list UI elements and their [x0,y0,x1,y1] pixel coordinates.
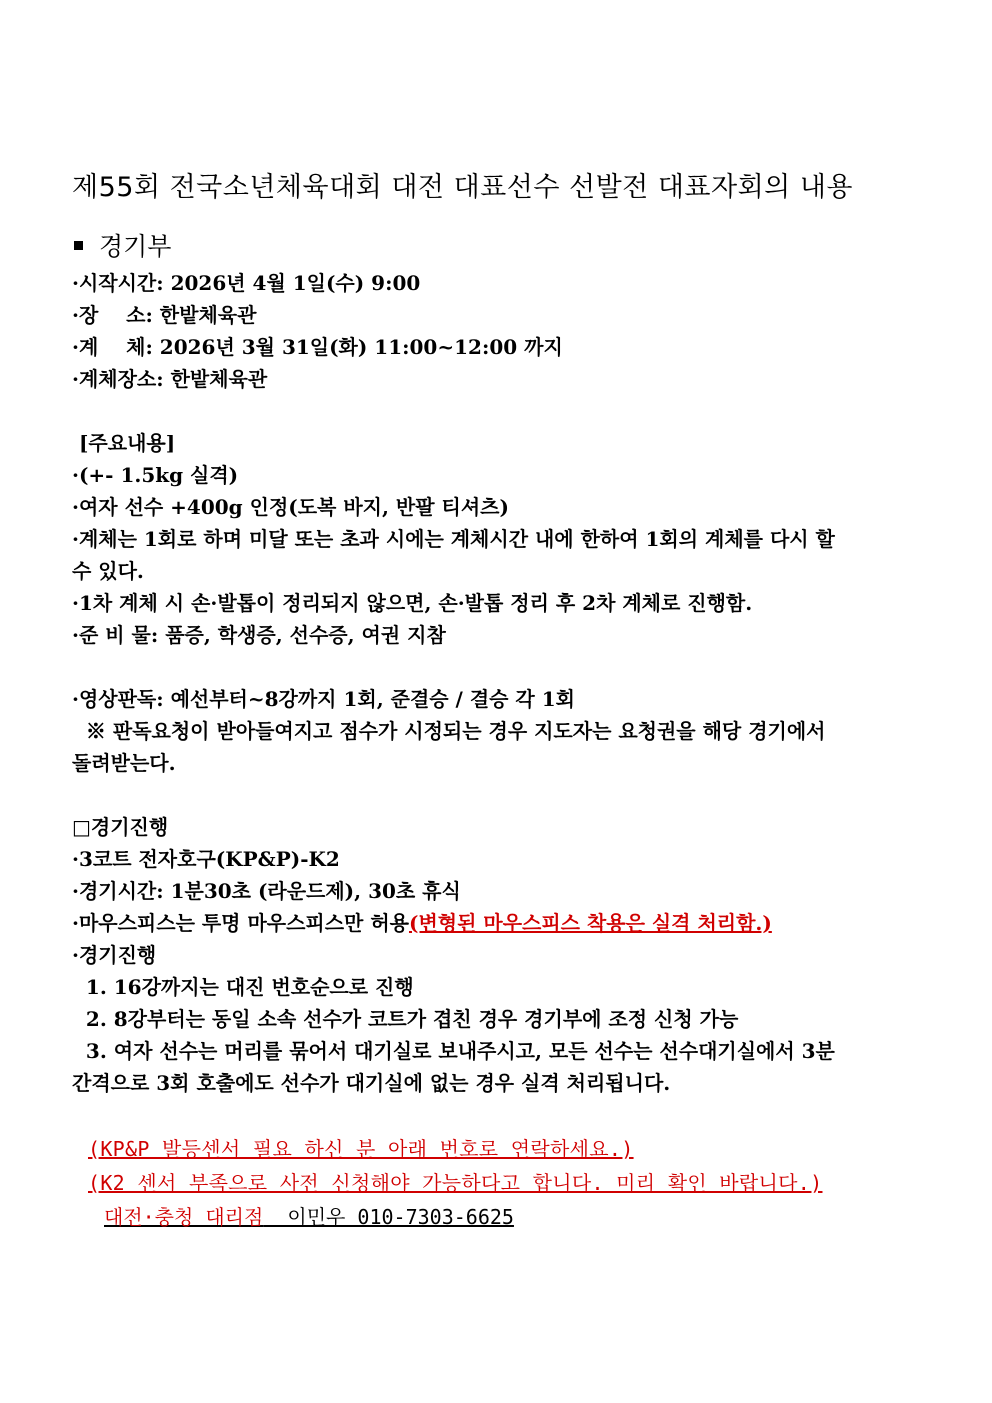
progress-heading: □경기진행 [72,815,169,839]
progress-item: ·3코트 전자호구(KP&P)-K2 [72,847,340,871]
video-review: ·영상판독: 예선부터~8강까지 1회, 준결승 / 결승 각 1회 [72,687,575,711]
contact-line [104,1202,514,1232]
info-venue: ·장 소: 한밭체육관 [72,303,257,327]
progress-step: 1. 16강까지는 대진 번호순으로 진행 [72,975,414,999]
info-weigh-in: ·계 체: 2026년 3월 31일(화) 11:00~12:00 까지 [72,335,563,359]
mouthpiece-rule [72,908,772,938]
sensor-shortage-note: (K2 센서 부족으로 사전 신청해야 가능하다고 합니다. 미리 확인 바랍니다.) [88,1171,823,1195]
mouthpiece-text: ·마우스피스는 투명 마우스피스만 허용 [72,911,409,935]
main-item: ·(+- 1.5kg 실격) [72,463,239,487]
video-review-note: ※ 판독요청이 받아들여지고 점수가 시정되는 경우 지도자는 요청권을 해당 경기에서 [72,719,826,743]
progress-step: 2. 8강부터는 동일 소속 선수가 코트가 겹친 경우 경기부에 조정 신청 가능 [72,1007,739,1031]
main-item: ·준 비 물: 품증, 학생증, 선수증, 여권 지참 [72,623,446,647]
video-review-note-continued: 돌려받는다. [72,751,176,775]
progress-sub-heading: ·경기진행 [72,943,157,967]
section-heading-label: 경기부 [99,232,172,261]
sensor-note: (KP&P 발등센서 필요 하신 분 아래 번호로 연락하세요.) [88,1137,634,1161]
main-heading: [주요내용] [72,431,176,455]
info-weigh-in-venue: ·계체장소: 한밭체육관 [72,367,268,391]
contact-person: 이민우 010-7303-6625 [263,1205,514,1229]
progress-step: 3. 여자 선수는 머리를 묶어서 대기실로 보내주시고, 모든 선수는 선수대기실에서 3분 [72,1039,835,1063]
main-item: ·여자 선수 +400g 인정(도복 바지, 반팔 티셔츠) [72,495,509,519]
progress-step-continued: 간격으로 3회 호출에도 선수가 대기실에 없는 경우 실격 처리됩니다. [72,1071,671,1095]
main-item-continued: 수 있다. [72,559,144,583]
main-item: ·계체는 1회로 하며 미달 또는 초과 시에는 계체시간 내에 한하여 1회의 계체를 다시 할 [72,527,835,551]
contact-agent: 대전·충청 대리점 [104,1205,264,1229]
info-start-time: ·시작시간: 2026년 4월 1일(수) 9:00 [72,271,421,295]
square-bullet-icon [74,241,83,250]
progress-item: ·경기시간: 1분30초 (라운드제), 30초 휴식 [72,879,461,903]
document-title: 제55회 전국소년체육대회 대전 대표선수 선발전 대표자회의 내용 [72,172,853,203]
mouthpiece-warning: (변형된 마우스피스 착용은 실격 처리함.) [408,911,772,935]
main-item: ·1차 계체 시 손·발톱이 정리되지 않으면, 손·발톱 정리 후 2차 계체로 진행함. [72,591,753,615]
section-heading [74,227,171,263]
